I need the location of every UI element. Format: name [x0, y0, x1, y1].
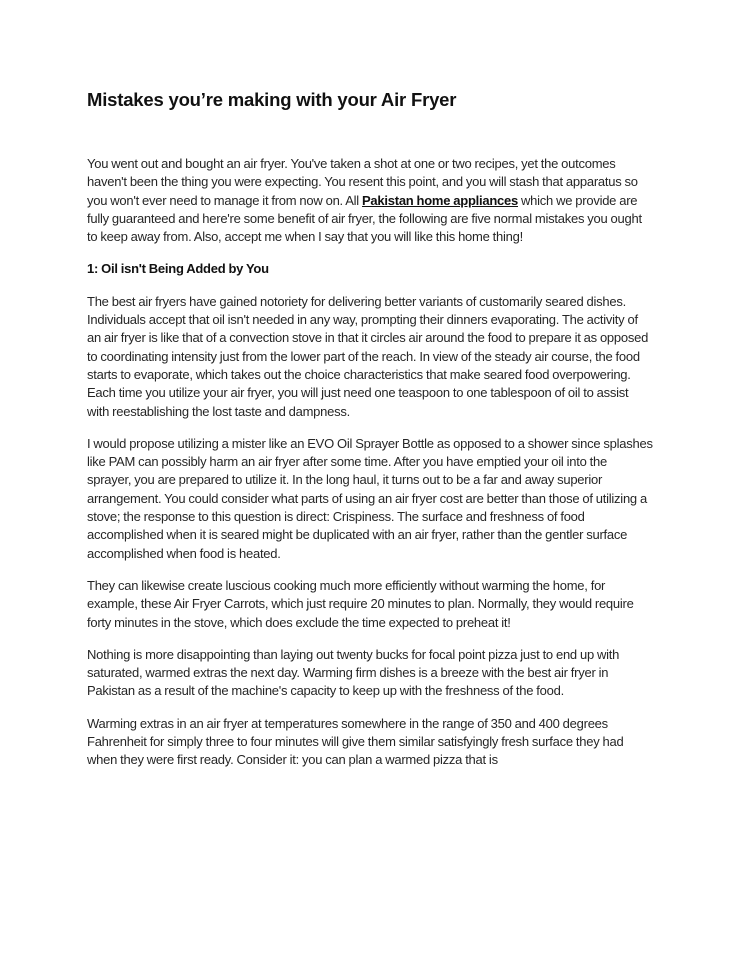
- intro-paragraph: [87, 155, 653, 246]
- article-body: [87, 155, 653, 784]
- body-paragraph-1: The best air fryers have gained notoriety for delivering better variants of customarily seared dishes. Individuals accept that oil isn't needed in any way, prompting their dinners evaporating. The activity of an air fryer is like that of a convection stove in that it circles air around the food to prepare it as opposed to coordinating intensity just from the lower part of the reach. In view of the steady air course, the food starts to evaporate, which takes out the choice characteristics that make seared food overpowering. Each time you utilize your air fryer, you will just need one teaspoon to one tablespoon of oil to assist with reestablishing the lost taste and dampness.: [87, 293, 649, 419]
- body-paragraph-2: I would propose utilizing a mister like an EVO Oil Sprayer Bottle as opposed to a shower since splashes like PAM can possibly harm an air fryer after some time. After you have emptied your oil into the sprayer, you are prepared to utilize it. In the long haul, it turns out to be a far and away superior arrangement. You could consider what parts of using an air fryer cost are better than those of utilizing a stove; the response to this question is direct: Crispiness. The surface and freshness of food accomplished when it is seared might be duplicated with an air fryer, rather than the gentler surface accomplished when food is heated.: [87, 435, 653, 561]
- body-paragraph-5: Warming extras in an air fryer at temperatures somewhere in the range of 350 and 400 degrees Fahrenheit for simply three to four minutes will give them similar satisfyingly fresh surface they had when they were first ready. Consider it: you can plan a warmed pizza that is: [87, 715, 624, 768]
- body-paragraph-3: They can likewise create luscious cooking much more efficiently without warming the home, for example, these Air Fryer Carrots, which just require 20 minutes to plan. Normally, they would require forty minutes in the stove, which does exclude the time expected to preheat it!: [87, 577, 634, 630]
- pakistan-home-appliances-link[interactable]: Pakistan home appliances: [362, 192, 518, 208]
- section-heading-oil: 1: Oil isn't Being Added by You: [87, 261, 269, 277]
- intro-text-end: which we provide are fully guaranteed and here're some benefit of air fryer, the following are five normal mistakes you ought to keep away from. Also, accept me when I say that you will like this home thing!: [87, 192, 642, 245]
- page-title: Mistakes you’re making with your Air Fryer: [87, 89, 457, 110]
- intro-text-start: You went out and bought an air fryer. You've taken a shot at one or two recipes, yet the outcomes haven't been the thing you were expecting. You resent this point, and you will stash that apparatus so you won't ever need to manage it from now on. All: [87, 156, 638, 208]
- body-paragraph-4: Nothing is more disappointing than laying out twenty bucks for focal point pizza just to end up with saturated, warmed extras the next day. Warming firm dishes is a breeze with the best air fryer in Pakistan as a result of the machine's capacity to keep up with the freshness of the food.: [87, 646, 620, 699]
